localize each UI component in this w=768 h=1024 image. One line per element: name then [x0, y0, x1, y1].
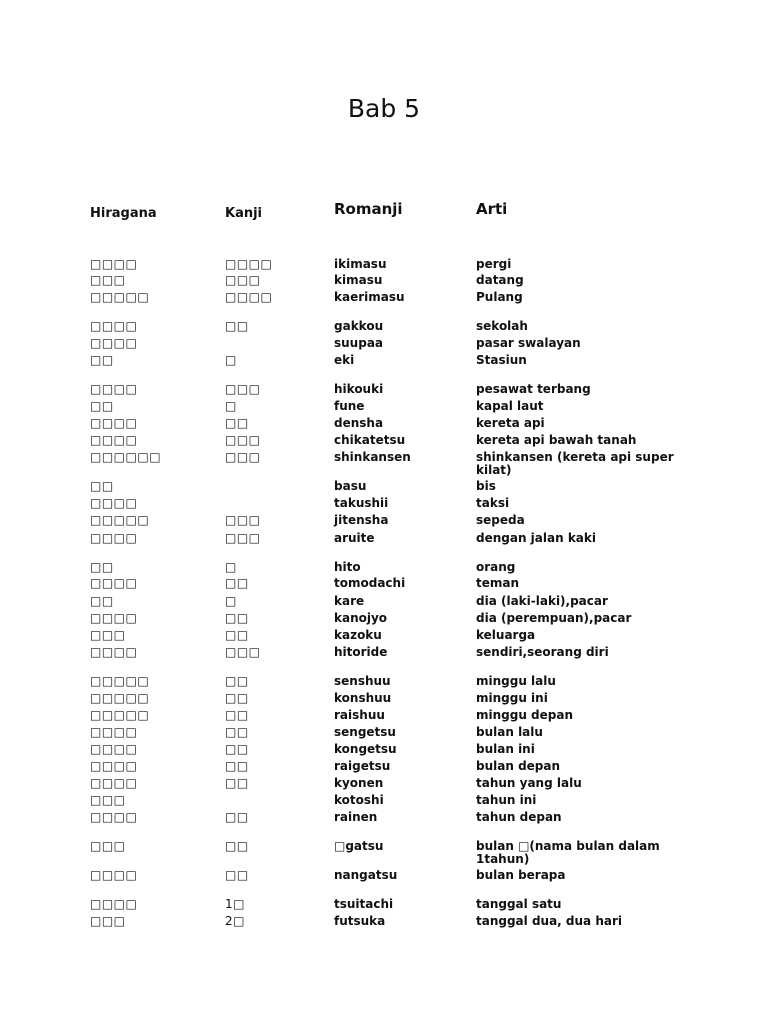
hiragana-cell: □□□□	[90, 496, 138, 510]
hiragana-cell: □□□	[90, 628, 126, 642]
header-hiragana: Hiragana	[90, 206, 157, 221]
hiragana-cell: □□□□	[90, 416, 138, 430]
arti-cell: kereta api	[476, 416, 545, 430]
arti-cell: tahun yang lalu	[476, 776, 582, 790]
kanji-cell: □□	[225, 416, 249, 430]
kanji-cell: □	[225, 399, 237, 413]
hiragana-cell: □□□	[90, 914, 126, 928]
kanji-cell: □□	[225, 691, 249, 705]
hiragana-cell: □□□□	[90, 742, 138, 756]
page-title: Bab 5	[347, 94, 421, 123]
kanji-cell: □□	[225, 611, 249, 625]
romanji-cell: tomodachi	[334, 576, 406, 590]
romanji-cell: rainen	[334, 810, 378, 824]
header-romanji: Romanji	[334, 200, 403, 218]
hiragana-cell: □□□□	[90, 776, 138, 790]
hiragana-cell: □□	[90, 560, 114, 574]
arti-cell: sekolah	[476, 319, 528, 333]
kanji-cell: □	[225, 594, 237, 608]
kanji-cell: □□□	[225, 433, 261, 447]
kanji-cell: □□	[225, 725, 249, 739]
hiragana-cell: □□□□□	[90, 708, 150, 722]
hiragana-cell: □□	[90, 399, 114, 413]
arti-cell: minggu lalu	[476, 674, 556, 688]
hiragana-cell: □□□□□	[90, 674, 150, 688]
arti-cell: tanggal dua, dua hari	[476, 914, 622, 928]
hiragana-cell: □□□	[90, 273, 126, 287]
kanji-cell: □□□	[225, 513, 261, 527]
kanji-cell: □□	[225, 810, 249, 824]
hiragana-cell: □□□□	[90, 257, 138, 271]
hiragana-cell: □□□□□	[90, 513, 150, 527]
kanji-cell: □□	[225, 576, 249, 590]
hiragana-cell: □□□	[90, 839, 126, 853]
romanji-cell: densha	[334, 416, 384, 430]
kanji-cell: □□	[225, 674, 249, 688]
kanji-cell: □□□□	[225, 290, 273, 304]
hiragana-cell: □□□□□	[90, 290, 150, 304]
arti-cell: pesawat terbang	[476, 382, 591, 396]
header-arti: Arti	[476, 200, 508, 218]
arti-cell: Pulang	[476, 290, 523, 304]
arti-cell: minggu depan	[476, 708, 574, 722]
arti-cell: orang	[476, 560, 516, 574]
arti-cell: dia (perempuan),pacar	[476, 611, 632, 625]
arti-cell: kereta api bawah tanah	[476, 433, 637, 447]
romanji-cell: konshuu	[334, 691, 392, 705]
arti-cell: Stasiun	[476, 353, 527, 367]
arti-cell: taksi	[476, 496, 510, 510]
hiragana-cell: □□□□	[90, 645, 138, 659]
romanji-cell: shinkansen	[334, 450, 411, 464]
kanji-cell: □□	[225, 319, 249, 333]
hiragana-cell: □□□□	[90, 759, 138, 773]
arti-cell: minggu ini	[476, 691, 548, 705]
hiragana-cell: □□□□	[90, 382, 138, 396]
romanji-cell: hikouki	[334, 382, 384, 396]
romanji-cell: basu	[334, 479, 367, 493]
kanji-cell: □□	[225, 708, 249, 722]
hiragana-cell: □□	[90, 594, 114, 608]
romanji-cell: hito	[334, 560, 361, 574]
arti-cell: datang	[476, 273, 524, 287]
arti-cell: dia (laki-laki),pacar	[476, 594, 608, 608]
romanji-cell: kanojyo	[334, 611, 388, 625]
romanji-cell: kongetsu	[334, 742, 397, 756]
arti-cell: pergi	[476, 257, 512, 271]
hiragana-cell: □□□□	[90, 725, 138, 739]
kanji-cell: □□□	[225, 645, 261, 659]
arti-cell: bulan ini	[476, 742, 535, 756]
kanji-cell: □□□	[225, 382, 261, 396]
romanji-cell: jitensha	[334, 513, 389, 527]
romanji-cell: nangatsu	[334, 868, 398, 882]
kanji-cell: □	[225, 560, 237, 574]
arti-cell: tahun ini	[476, 793, 537, 807]
kanji-cell: □□□	[225, 273, 261, 287]
arti-cell: bulan lalu	[476, 725, 543, 739]
romanji-cell: raigetsu	[334, 759, 391, 773]
arti-cell: dengan jalan kaki	[476, 531, 596, 545]
romanji-cell: □gatsu	[334, 839, 384, 853]
arti-cell: pasar swalayan	[476, 336, 581, 350]
hiragana-cell: □□□□	[90, 897, 138, 911]
romanji-cell: sengetsu	[334, 725, 396, 739]
romanji-cell: fune	[334, 399, 365, 413]
hiragana-cell: □□□□□	[90, 691, 150, 705]
romanji-cell: senshuu	[334, 674, 391, 688]
kanji-cell: □□	[225, 628, 249, 642]
kanji-cell: □□	[225, 759, 249, 773]
hiragana-cell: □□	[90, 353, 114, 367]
kanji-cell: □□□□	[225, 257, 273, 271]
kanji-cell: □□	[225, 742, 249, 756]
kanji-cell: □□	[225, 868, 249, 882]
kanji-cell: □□□	[225, 531, 261, 545]
arti-cell: bulan depan	[476, 759, 561, 773]
hiragana-cell: □□□□□□	[90, 450, 162, 464]
arti-cell: teman	[476, 576, 520, 590]
hiragana-cell: □□□□	[90, 319, 138, 333]
hiragana-cell: □□□□	[90, 576, 138, 590]
romanji-cell: tsuitachi	[334, 897, 394, 911]
romanji-cell: raishuu	[334, 708, 385, 722]
romanji-cell: hitoride	[334, 645, 388, 659]
romanji-cell: kaerimasu	[334, 290, 405, 304]
header-kanji: Kanji	[225, 206, 263, 221]
kanji-cell: □	[225, 353, 237, 367]
kanji-cell: □□	[225, 776, 249, 790]
arti-cell: sendiri,seorang diri	[476, 645, 609, 659]
romanji-cell: suupaa	[334, 336, 384, 350]
arti-cell: shinkansen (kereta api super kilat)	[476, 450, 674, 477]
hiragana-cell: □□□□	[90, 868, 138, 882]
romanji-cell: kare	[334, 594, 365, 608]
romanji-cell: chikatetsu	[334, 433, 406, 447]
arti-cell: keluarga	[476, 628, 536, 642]
romanji-cell: kyonen	[334, 776, 384, 790]
hiragana-cell: □□□□	[90, 611, 138, 625]
romanji-cell: gakkou	[334, 319, 384, 333]
kanji-cell: 2□	[225, 914, 245, 928]
kanji-cell: □□□	[225, 450, 261, 464]
romanji-cell: kotoshi	[334, 793, 384, 807]
hiragana-cell: □□□□	[90, 433, 138, 447]
arti-cell: bis	[476, 479, 496, 493]
hiragana-cell: □□	[90, 479, 114, 493]
arti-cell: tanggal satu	[476, 897, 562, 911]
arti-cell: bulan □(nama bulan dalam 1tahun)	[476, 839, 660, 866]
romanji-cell: kazoku	[334, 628, 382, 642]
romanji-cell: aruite	[334, 531, 375, 545]
romanji-cell: takushii	[334, 496, 389, 510]
arti-cell: sepeda	[476, 513, 525, 527]
romanji-cell: eki	[334, 353, 355, 367]
hiragana-cell: □□□□	[90, 336, 138, 350]
romanji-cell: kimasu	[334, 273, 383, 287]
romanji-cell: futsuka	[334, 914, 386, 928]
kanji-cell: □□	[225, 839, 249, 853]
arti-cell: bulan berapa	[476, 868, 566, 882]
hiragana-cell: □□□□	[90, 810, 138, 824]
kanji-cell: 1□	[225, 897, 245, 911]
hiragana-cell: □□□	[90, 793, 126, 807]
hiragana-cell: □□□□	[90, 531, 138, 545]
romanji-cell: ikimasu	[334, 257, 387, 271]
arti-cell: tahun depan	[476, 810, 562, 824]
arti-cell: kapal laut	[476, 399, 544, 413]
